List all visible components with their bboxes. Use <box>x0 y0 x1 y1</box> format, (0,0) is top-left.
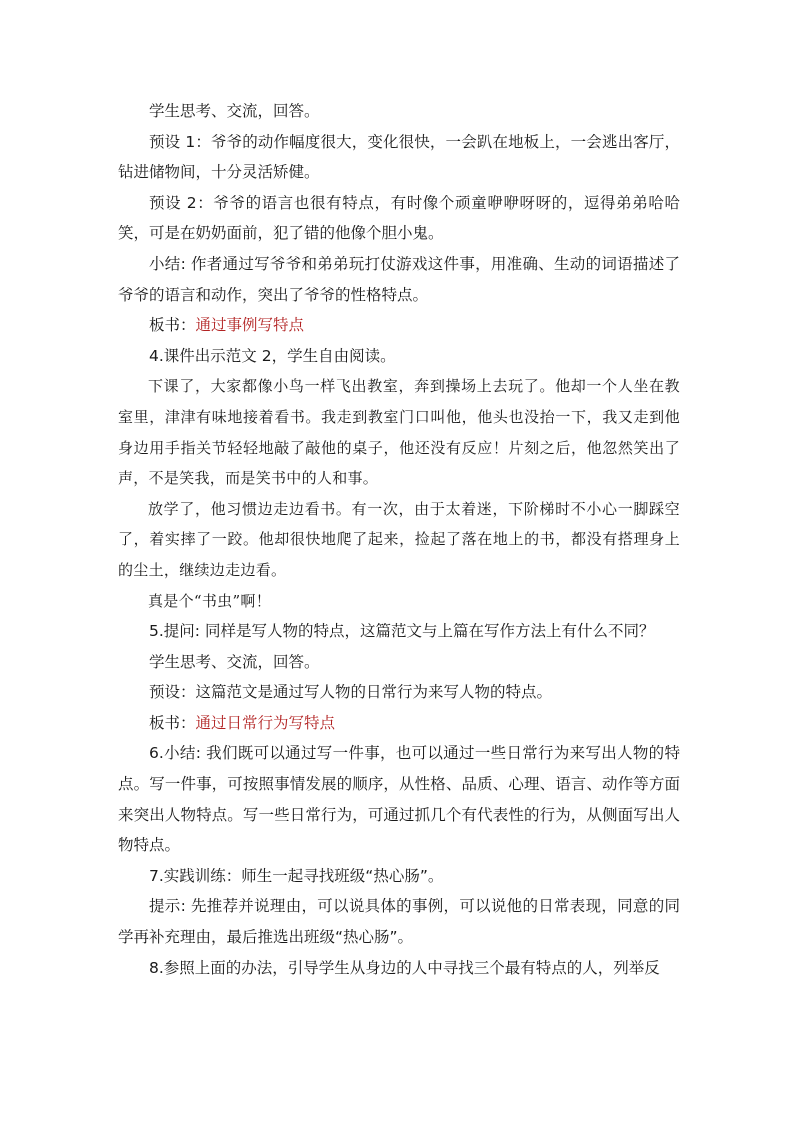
paragraph-preset-3: 预设：这篇范文是通过写人物的日常行为来写人物的特点。 <box>149 683 553 702</box>
paragraph-step-5: 5.提问: 同样是写人物的特点，这篇范文与上篇在写作方法上有什么不同？ <box>149 622 655 641</box>
paragraph-step-4: 4.课件出示范文 2，学生自由阅读。 <box>149 346 396 365</box>
document-body <box>118 96 680 983</box>
paragraph-step-8: 8.参照上面的办法，引导学生从身边的人中寻找三个最有特点的人，列举反 <box>149 958 660 977</box>
paragraph-hint: 提示: 先推荐并说理由，可以说具体的事例，可以说他的日常表现，同意的同学再补充理由，最后推选出班级“热心肠”。 <box>118 897 680 947</box>
paragraph-preset-1: 预设 1：爷爷的动作幅度很大，变化很快，一会趴在地板上，一会逃出客厅，钻进储物间，十分灵活矫健。 <box>118 132 680 182</box>
paragraph-step-7: 7.实践训练：师生一起寻找班级“热心肠”。 <box>149 866 444 885</box>
paragraph-student-answer-2: 学生思考、交流，回答。 <box>149 652 320 671</box>
paragraph-board-1 <box>118 310 680 341</box>
board-highlight: 通过事例写特点 <box>195 316 305 335</box>
paragraph-board-2 <box>118 708 680 739</box>
paragraph-summary-1: 小结: 作者通过写爷爷和弟弟玩打仗游戏这件事，用准确、生动的词语描述了爷爷的语言和动作，突出了爷爷的性格特点。 <box>118 254 680 304</box>
board-highlight: 通过日常行为写特点 <box>195 713 336 732</box>
paragraph-step-6: 6.小结: 我们既可以通过写一件事，也可以通过一些日常行为来写出人物的特点。写一件事，可按照事情发展的顺序，从性格、品质、心理、语言、动作等方面来突出人物特点。写一些日常行为，可通过抓几个有代表性的行为，从侧面写出人物特点。 <box>118 744 680 855</box>
excerpt-paragraph-3: 真是个“书虫”啊！ <box>148 591 272 610</box>
excerpt-paragraph-2: 放学了，他习惯边走边看书。有一次，由于太着迷，下阶梯时不小心一脚踩空了，着实摔了一跤。他却很快地爬了起来，捡起了落在地上的书，都没有搭理身上的尘土，继续边走边看。 <box>118 499 680 579</box>
board-label: 板书： <box>149 316 196 335</box>
paragraph-preset-2: 预设 2：爷爷的语言也很有特点，有时像个顽童咿咿呀呀的，逗得弟弟哈哈笑，可是在奶奶面前，犯了错的他像个胆小鬼。 <box>118 193 680 243</box>
board-label: 板书： <box>149 713 196 732</box>
excerpt-paragraph-1: 下课了，大家都像小鸟一样飞出教室，奔到操场上去玩了。他却一个人坐在教室里，津津有味地接着看书。我走到教室门口叫他，他头也没抬一下，我又走到他身边用手指关节轻轻地敲了敲他的桌子，他还没有反应！片刻之后，他忽然笑出了声，不是笑我，而是笑书中的人和事。 <box>118 377 680 488</box>
paragraph-student-answer-1: 学生思考、交流，回答。 <box>149 102 320 120</box>
